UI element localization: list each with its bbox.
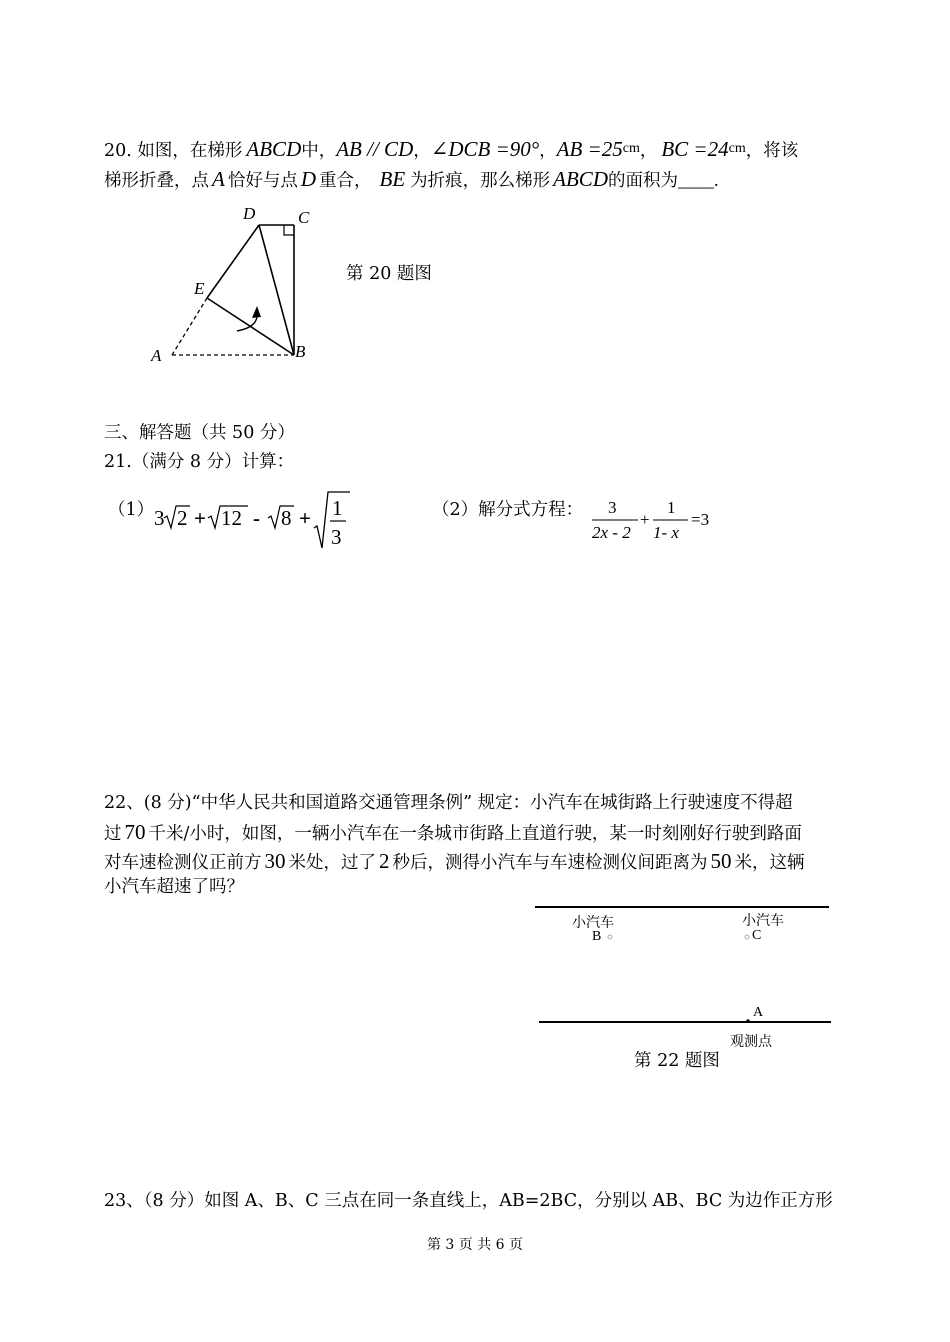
q20-figure [140,200,330,370]
page-footer: 第 3 页 共 6 页 [426,1237,524,1253]
q22-text: 对车速检测仪正前方 [104,853,262,873]
q21-f1-denominator: 2x - 2 [592,523,631,542]
q20-line-1: 20. 如图，在梯形 ABCD中，AB // CD，∠DCB =90°，AB $=25^{cm}$， BC $=24^{cm}$，将该 [104,137,799,161]
q22-point-b: B [592,929,602,944]
q21-radicand-8: 8 [281,506,292,530]
q22-line-4: 小汽车超速了吗？ [104,877,244,897]
q20-point-a: A [212,167,225,191]
q22-point-a: A [753,1005,764,1020]
q20-ab-length: AB =25 [556,137,623,161]
q20-text: 中， [301,141,337,161]
q21-fraction-denominator: 3 [331,525,342,549]
q22-point-c-dot [745,935,749,939]
q21-radicand-2: 2 [177,506,188,530]
q22-value-70: 70 [124,820,146,844]
q20-unit: cm [622,141,640,156]
q20-ab-parallel-cd: AB // CD [336,137,414,161]
q22-observer-label: 观测点 [730,1035,772,1050]
q20-segment-de [207,225,259,298]
section-3-heading: 三、解答题（共 50 分） [104,423,295,443]
q22-point-a-dot [746,1019,750,1023]
q21-f2-numerator: 1 [667,498,676,517]
q23-line-1: 23、（8 分）如图 A、B、C 三点在同一条直线上，AB=2BC，分别以 AB、BC 为边作正方形 [104,1191,833,1211]
q20-line-2 [104,169,718,191]
q21-coefficient-3: 3 [154,506,165,530]
q21-part2-label: （2）解分式方程： [432,500,584,520]
q21-fraction-numerator: 1 [332,496,343,520]
q22-car-label-1: 小汽车 [572,916,614,931]
q20-text: 重合， [319,171,372,191]
q20-abcd: ABCD [246,137,302,161]
q21-rhs: =3 [691,510,710,529]
q22-line-1: 22、(8 分)“中华人民共和国道路交通管理条例” 规定：小汽车在城街路上行驶速度不得超 [104,793,793,813]
q22-value-2: 2 [379,849,390,873]
q21-f2-denominator: 1- x [653,523,679,542]
q21-part2-equation [588,494,728,546]
q20-caption: 第 20 题图 [346,264,432,284]
q22-figure [530,896,840,1056]
q20-right-angle-mark [284,225,294,235]
q20-text: 为折痕，那么梯形 [410,171,551,191]
q22-text: 米处，过了 [288,853,376,873]
q21-f1-numerator: 3 [608,498,617,517]
q21-part1-label: （1） [108,500,155,520]
q20-text: 的面积为 [607,171,678,191]
q21-plus: + [640,510,650,529]
q20-label-a: A [151,346,162,365]
q20-text: 20. 如图，在梯形 [104,141,243,161]
q20-label-e: E [194,279,205,298]
q20-segment-ea-dashed [172,298,207,355]
q22-line-3 [104,851,805,873]
q21-plus: + [194,506,206,530]
q21-radicand-12: 12 [221,506,242,530]
q20-answer-blank: ____. [677,170,719,190]
q22-point-b-dot [608,935,612,939]
q20-label-d: D [243,204,256,223]
q20-text: 恰好与点 [227,171,298,191]
q21-plus: + [299,506,311,530]
q20-label-b: B [295,342,306,361]
q21-part1-expression [150,488,360,554]
q22-line-2 [104,822,802,844]
q22-value-50: 50 [710,849,732,873]
q22-text: 过 [104,824,122,844]
q21-minus: - [253,506,260,530]
q20-label-c: C [298,208,310,227]
q20-bc-length: BC =24 [661,137,729,161]
q20-unit: cm [728,141,746,156]
q20-angle: ∠DCB =90° [430,137,540,161]
q20-point-d: D [300,167,316,191]
q22-text: 千米/小时，如图，一辆小汽车在一条城市街路上直道行驶，某一时刻刚好行驶到路面 [148,824,802,844]
q22-point-c: C [752,928,762,943]
q22-caption: 第 22 题图 [634,1051,720,1071]
q22-car-label-2: 小汽车 [742,914,784,929]
q22-text: 秒后，测得小汽车与车速检测仪间距离为 [392,853,708,873]
q22-text: 米，这辆 [734,853,805,873]
q20-text: ，将该 [745,141,799,161]
q22-value-30: 30 [264,849,286,873]
q20-text: 梯形折叠，点 [104,171,209,191]
q21-title: 21.（满分 8 分）计算： [104,452,295,472]
q20-crease-be: BE [379,167,406,191]
q20-fold-arrowhead [252,306,261,318]
q20-abcd: ABCD [553,167,608,191]
